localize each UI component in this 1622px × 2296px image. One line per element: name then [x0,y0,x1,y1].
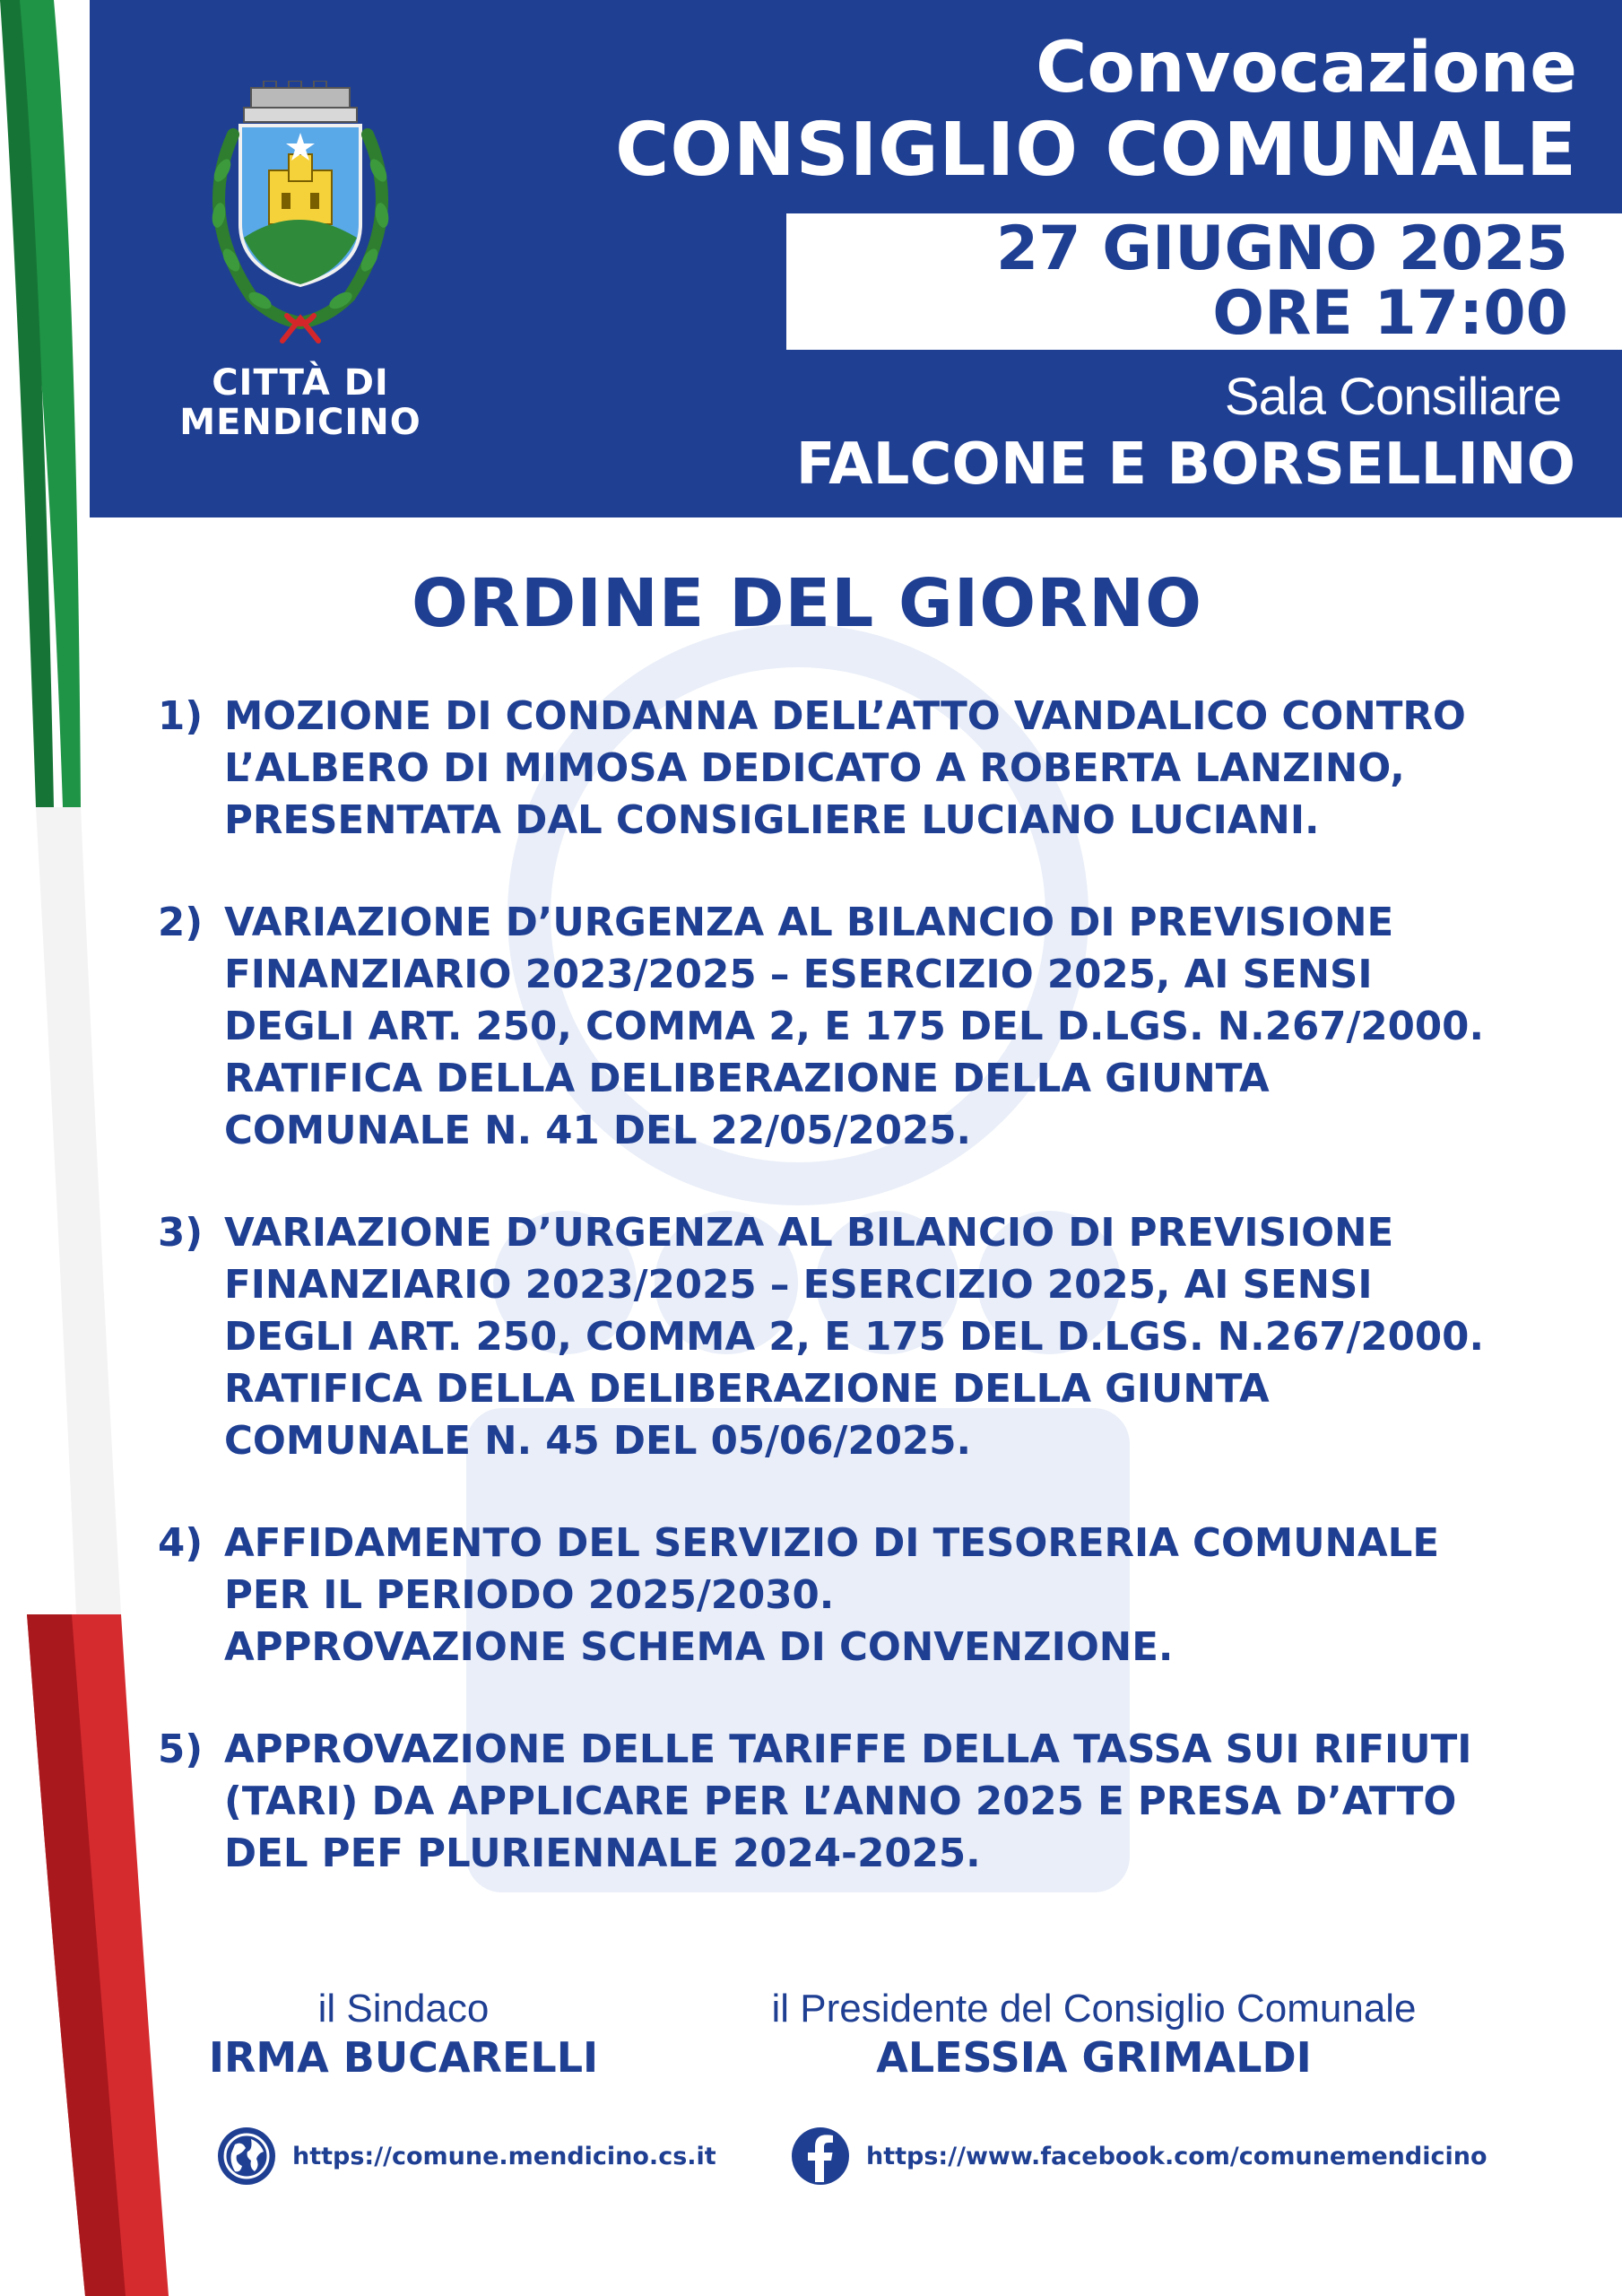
agenda-item-line: VARIAZIONE D’URGENZA AL BILANCIO DI PREVISIONE [224,1211,1394,1256]
agenda-item-line: L’ALBERO DI MIMOSA DEDICATO A ROBERTA LANZINO, [224,746,1405,791]
mayor-name: IRMA BUCARELLI [208,2033,599,2082]
agenda-item-line: MOZIONE DI CONDANNA DELL’ATTO VANDALICO CONTRO [224,694,1466,739]
agenda-item-line: RATIFICA DELLA DELIBERAZIONE DELLA GIUNTA [224,1367,1270,1412]
city-name [143,363,457,442]
agenda-item-line: DEGLI ART. 250, COMMA 2, E 175 DEL D.LGS. N.267/2000. [224,1315,1484,1360]
website-link[interactable] [215,2125,716,2187]
venue-label: Sala Consiliare [1224,368,1561,426]
facebook-url: https://www.facebook.com/comunemendicino [866,2142,1488,2170]
agenda-item [158,897,1521,1157]
agenda-item-line: RATIFICA DELLA DELIBERAZIONE DELLA GIUNTA [224,1057,1270,1101]
meeting-time: ORE 17:00 [1212,278,1568,349]
agenda-item-number: 4) [158,1521,204,1566]
mayor-signature [179,1986,628,2083]
agenda-item-line: FINANZIARIO 2023/2025 – ESERCIZIO 2025, AI SENSI [224,1263,1373,1308]
agenda-title: ORDINE DEL GIORNO [412,565,1202,642]
agenda-item-number: 2) [158,900,204,945]
agenda-item-line: APPROVAZIONE SCHEMA DI CONVENZIONE. [224,1625,1174,1670]
agenda-item [158,1207,1521,1467]
website-url: https://comune.mendicino.cs.it [292,2142,716,2170]
president-name: ALESSIA GRIMALDI [876,2033,1312,2082]
convocation-title [591,27,1577,192]
agenda-item [158,1724,1521,1880]
agenda-item-line: APPROVAZIONE DELLE TARIFFE DELLA TASSA SUI RIFIUTI [224,1727,1472,1772]
title-line2: CONSIGLIO COMUNALE [615,108,1577,193]
agenda-item-line: VARIAZIONE D’URGENZA AL BILANCIO DI PREVISIONE [224,900,1394,945]
city-name-line2: MENDICINO [179,402,421,443]
date-box [786,213,1622,350]
agenda-item-line: COMUNALE N. 41 DEL 22/05/2025. [224,1109,972,1153]
agenda-item-line: COMUNALE N. 45 DEL 05/06/2025. [224,1419,972,1464]
city-name-line1: CITTÀ DI [212,362,389,404]
agenda-item-line: (TARI) DA APPLICARE PER L’ANNO 2025 E PRESA D’ATTO [224,1779,1457,1824]
agenda-item [158,691,1521,847]
title-line1: Convocazione [1036,28,1577,109]
president-signature [717,1986,1470,2083]
agenda-item-number: 1) [158,694,204,739]
agenda-item-number: 3) [158,1211,204,1256]
agenda-item-line: AFFIDAMENTO DEL SERVIZIO DI TESORERIA COMUNALE [224,1521,1440,1566]
agenda-item-line: DEGLI ART. 250, COMMA 2, E 175 DEL D.LGS. N.267/2000. [224,1004,1484,1049]
facebook-link[interactable] [789,2125,1488,2187]
agenda-item-line: FINANZIARIO 2023/2025 – ESERCIZIO 2025, AI SENSI [224,952,1373,997]
globe-icon [215,2125,278,2187]
flag-white-stripe [36,807,121,1614]
venue-name: FALCONE E BORSELLINO [795,431,1575,498]
agenda-item-line: DEL PEF PLURIENNALE 2024-2025. [224,1831,981,1876]
coat-of-arms-emblem [188,81,412,359]
agenda-list [158,691,1521,1930]
mayor-role: il Sindaco [317,1987,490,2031]
agenda-item-line: PER IL PERIODO 2025/2030. [224,1573,835,1618]
meeting-date: 27 GIUGNO 2025 [995,213,1568,284]
agenda-item-number: 5) [158,1727,204,1772]
agenda-item [158,1518,1521,1674]
facebook-icon [789,2125,852,2187]
president-role: il Presidente del Consiglio Comunale [771,1987,1417,2031]
agenda-item-line: PRESENTATA DAL CONSIGLIERE LUCIANO LUCIANI. [224,798,1320,843]
